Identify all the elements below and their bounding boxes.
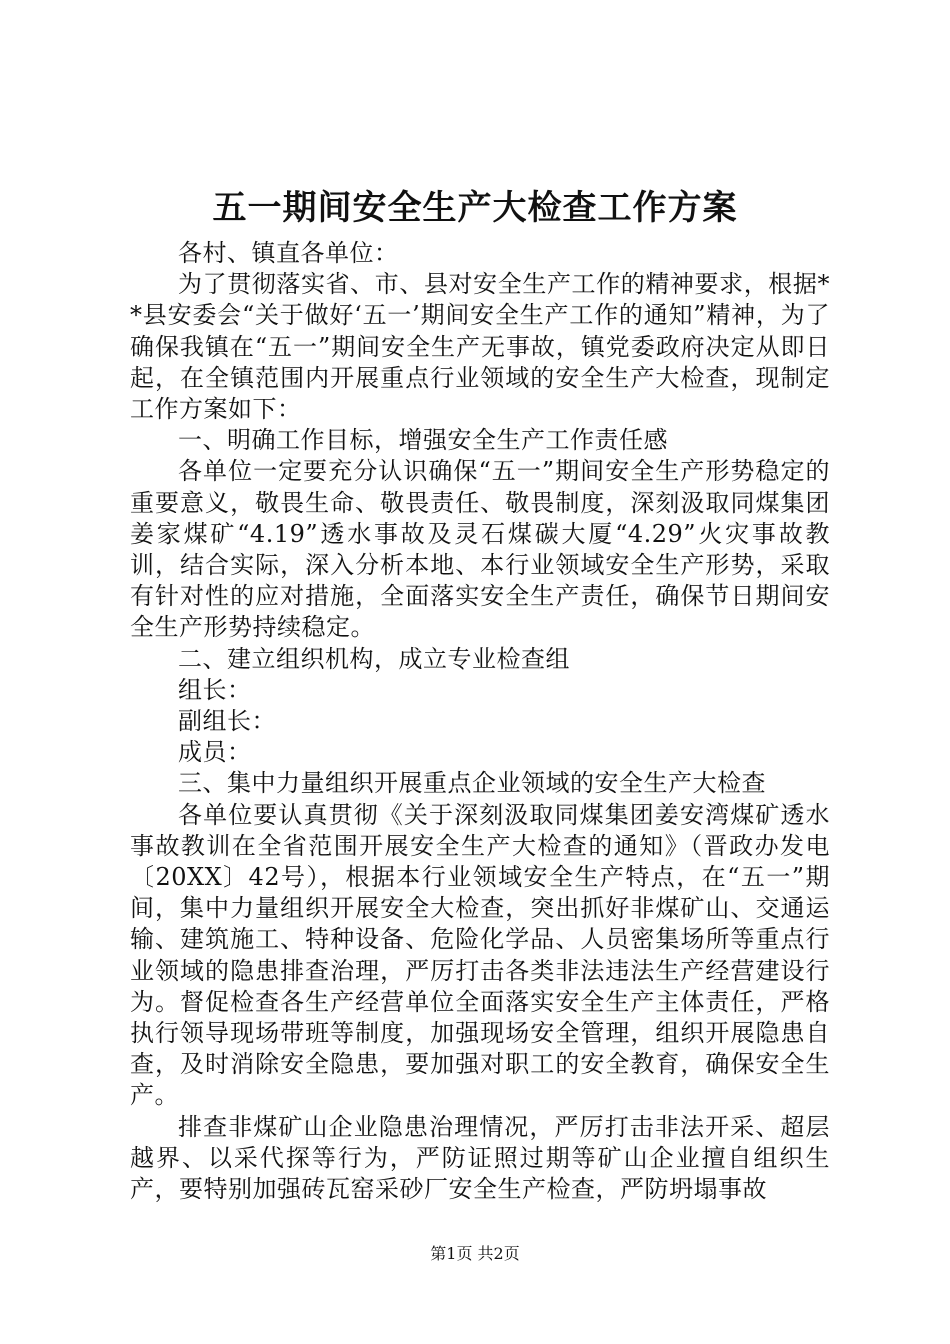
document-body bbox=[130, 238, 830, 1205]
members-line: 成员： bbox=[178, 738, 252, 767]
section-heading-1: 一、明确工作目标，增强安全生产工作责任感 bbox=[178, 426, 668, 455]
section-heading-2: 二、建立组织机构，成立专业检查组 bbox=[178, 644, 570, 673]
intro-paragraph: 为了贯彻落实省、市、县对安全生产工作的精神要求，根据**县安委会“关于做好‘五一’期间安全生产工作的通知”精神，为了确保我镇在“五一”期间安全生产无事故，镇党委政府决定从即日起，在全镇范围内开展重点行业领域的安全生产大检查，现制定工作方案如下： bbox=[130, 270, 830, 424]
inspection-paragraph: 排查非煤矿山企业隐患治理情况，严厉打击非法开采、超层越界、以采代探等行为，严防证照过期等矿山企业擅自组织生产，要特别加强砖瓦窑采砂厂安全生产检查，严防坍塌事故 bbox=[130, 1112, 830, 1204]
section-heading-3: 三、集中力量组织开展重点企业领域的安全生产大检查 bbox=[178, 769, 766, 798]
page-footer: 第1页 共2页 bbox=[430, 1244, 520, 1263]
deputy-leader-line: 副组长： bbox=[178, 707, 276, 736]
salutation: 各村、镇直各单位： bbox=[178, 239, 399, 267]
document-title: 五一期间安全生产大检查工作方案 bbox=[212, 188, 738, 228]
group-leader-line: 组长： bbox=[178, 675, 252, 704]
section-3-paragraph: 各单位要认真贯彻《关于深刻汲取同煤集团姜安湾煤矿透水事故教训在全省范围开展安全生产大检查的通知》（晋政办发电〔20XX〕42号），根据本行业领域安全生产特点，在“五一”期间，集中力量组织开展安全大检查，突出抓好非煤矿山、交通运输、建筑施工、特种设备、危险化学品、人员密集场所等重点行业领域的隐患排查治理，严厉打击各类非法违法生产经营建设行为。督促检查各生产经营单位全面落实安全生产主体责任，严格执行领导现场带班等制度，加强现场安全管理，组织开展隐患自查，及时消除安全隐患，要加强对职工的安全教育，确保安全生产。 bbox=[130, 800, 830, 1110]
section-1-paragraph: 各单位一定要充分认识确保“五一”期间安全生产形势稳定的重要意义，敬畏生命、敬畏责任、敬畏制度，深刻汲取同煤集团姜家煤矿“4.19”透水事故及灵石煤碳大厦“4.29”火灾事故教训，结合实际，深入分析本地、本行业领域安全生产形势，采取有针对性的应对措施，全面落实安全生产责任，确保节日期间安全生产形势持续稳定。 bbox=[130, 457, 830, 642]
